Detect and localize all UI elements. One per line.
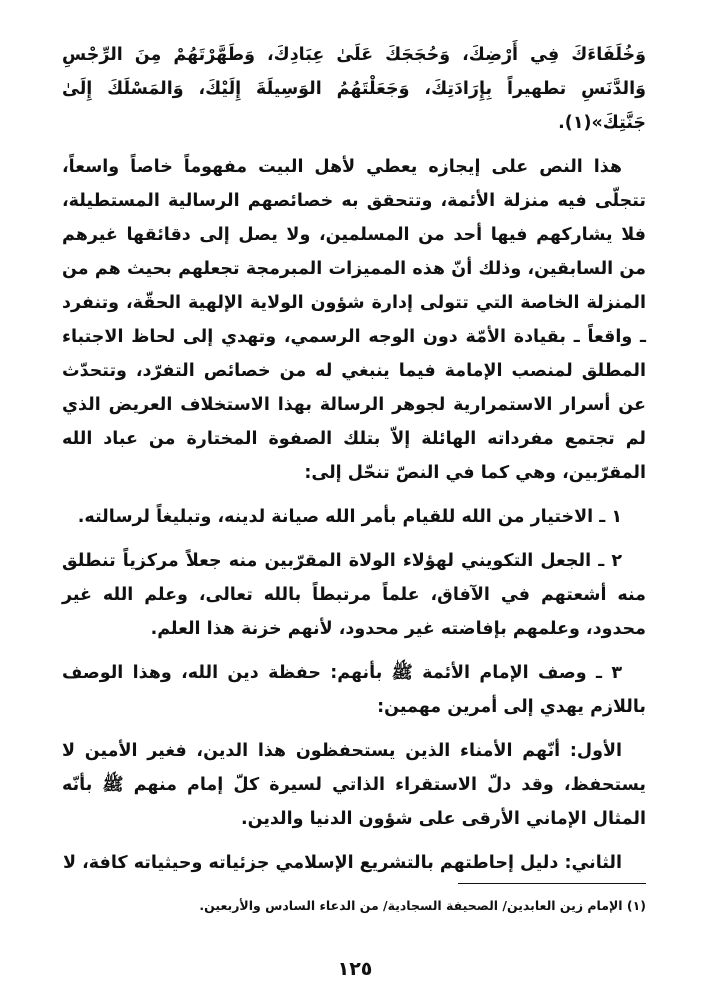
first-matter-paragraph: الأول: أنّهم الأمناء الذين يستحفظون هذا الدين، فغير الأمين لا يستحفظ، وقد دلّ الاستقراء الذاتي لسيرة كلّ إمام منهم ﷺ بأنّه المثال الإماني الأرقى على شؤون الدنيا والدين. xyxy=(62,741,646,829)
point-2-paragraph: ٢ ـ الجعل التكويني لهؤلاء الولاة المقرّبين منه جعلاً مركزياً تنطلق منه أشعتهم في الآفاق، علماً مرتبطاً بالله تعالى، وعلم الله غير محدود، وعلمهم بإفاضته غير محدود، لأنهم خزنة هذا العلم. xyxy=(62,551,646,639)
footnote-divider xyxy=(458,883,646,884)
page-number: ١٢٥ xyxy=(337,958,373,980)
analysis-paragraph: هذا النص على إيجازه يعطي لأهل البيت مفهوماً خاصاً واسعاً، تتجلّى فيه منزلة الأئمة، وتتحقق به خصائصهم الرسالية المستطيلة، فلا يشاركهم فيها أحد من المسلمين، ولا يصل إلى دقائقها غيرهم من السابقين، وذلك أنّ هذه المميزات المبرمجة تجعلهم بحيث هم من المنزلة الخاصة التي تتولى إدارة شؤون الولاية الإلهية الحقّة، وتنفرد ـ واقعاً ـ بقيادة الأمّة دون الوجه الرسمي، وتهدي إلى لحاظ الاجتباء المطلق لمنصب الإمامة فيما ينبغي له من خصائص التفرّد، وتتحدّث عن أسرار الاستمرارية لجوهر الرسالة بهذا الاستخلاف العريض الذي لم تجتمع مفرداته الهائلة إلاّ بتلك الصفوة المختارة من عباد الله المقرّبين، وهي كما في النصّ تنحّل إلى: xyxy=(62,157,646,483)
page-body xyxy=(62,38,646,880)
footnote: (١) الإمام زين العابدين/ الصحيفة السجادية/ من الدعاء السادس والأربعين. xyxy=(199,898,646,913)
point-1-paragraph: ١ ـ الاختيار من الله للقيام بأمر الله صيانة لدينه، وتبليغاً لرسالته. xyxy=(77,507,622,527)
point-3-paragraph: ٣ ـ وصف الإمام الأئمة ﷺ بأنهم: حفظة دين الله، وهذا الوصف باللازم يهدي إلى أمرين مهمين: xyxy=(62,663,646,717)
quote-continuation-paragraph: وَخُلَفَاءَكَ فِي أَرْضِكَ، وَحُجَجَكَ عَلَىٰ عِبَادِكَ، وَطَهَّرْتَهُمْ مِنَ الرِّجْسِ وَالدَّنَسِ تطهيراً بِإِرَادَتِكَ، وَجَعَلْتَهُمُ الوَسِيلَةَ إِلَيْكَ، وَالمَسْلَكَ إِلَىٰ جَنَّتِكَ»(١). xyxy=(62,45,646,133)
second-matter-paragraph: الثاني: دليل إحاطتهم بالتشريع الإسلامي جزئياته وحيثياته كافة، لا xyxy=(63,853,622,873)
